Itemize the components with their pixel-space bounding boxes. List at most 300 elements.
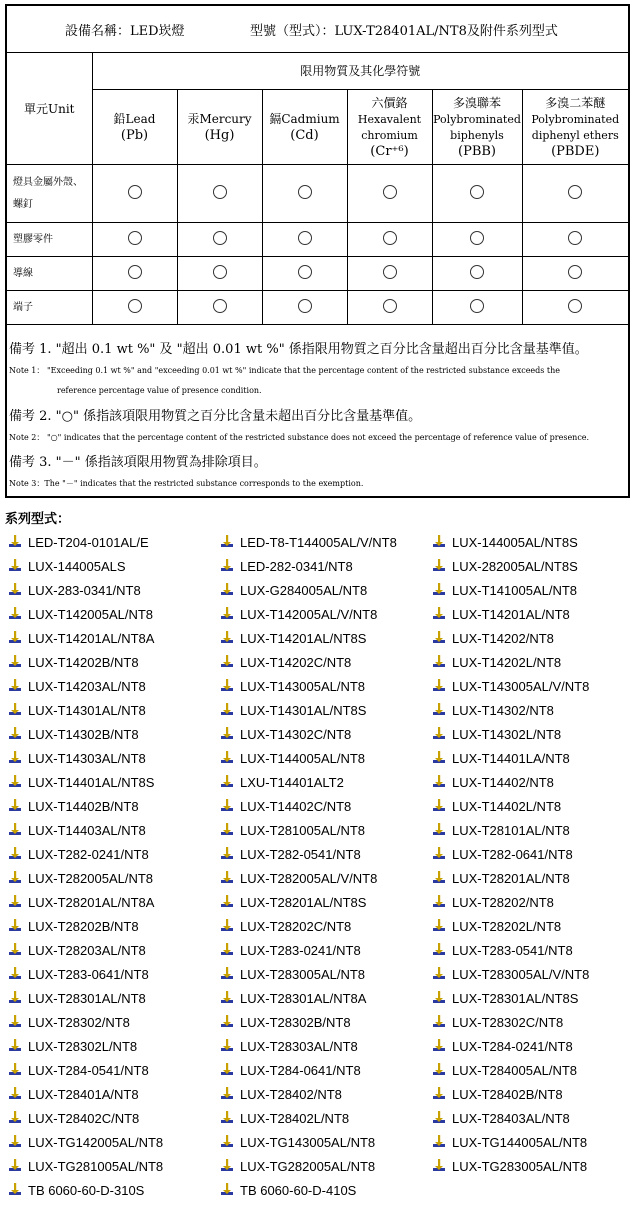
model-number-label: LUX-T14302L/NT8 [452,726,562,742]
down-arrow-icon [432,655,446,669]
model-list-item [220,890,432,914]
model-number-label: LUX-T14402B/NT8 [28,798,139,814]
model-list-item [8,1130,220,1154]
model-number-label: LUX-T142005AL/V/NT8 [240,606,378,622]
down-arrow-icon [432,631,446,645]
model-list-item [432,578,632,602]
down-arrow-icon [8,535,22,549]
part-label: 導線 [7,257,92,291]
down-arrow-icon [220,607,234,621]
down-arrow-icon [432,1015,446,1029]
model-list-item [220,626,432,650]
model-number-label: LUX-TG283005AL/NT8 [452,1158,588,1174]
model-list-item [432,818,632,842]
model-list-item [8,938,220,962]
down-arrow-icon [220,895,234,909]
model-list-item [220,818,432,842]
model-list-item [8,674,220,698]
down-arrow-icon [220,751,234,765]
down-arrow-icon [432,727,446,741]
down-arrow-icon [8,991,22,1005]
substance-header-mercury: 汞Mercury (Hg) [177,90,262,165]
down-arrow-icon [220,823,234,837]
note-1-zh: 備考 1. "超出 0.1 wt %" 及 "超出 0.01 wt %" 係指限用物質之百分比含量超出百分比含量基準值。 [9,342,588,357]
down-arrow-icon [220,703,234,717]
model-list-item [432,698,632,722]
model-list-item [8,746,220,770]
model-number-label: LUX-T14401AL/NT8S [28,774,155,790]
down-arrow-icon [8,607,22,621]
model-number-label: LUX-282005AL/NT8S [452,558,578,574]
down-arrow-icon [8,823,22,837]
model-list-item [432,962,632,986]
model-list-item [220,578,432,602]
model-list-item [8,530,220,554]
model-number-label: LUX-T284-0541/NT8 [28,1062,149,1078]
down-arrow-icon [432,871,446,885]
down-arrow-icon [220,799,234,813]
down-arrow-icon [432,919,446,933]
model-number-label: LUX-T14302/NT8 [452,702,554,718]
model-list-item [432,1034,632,1058]
model-number-label: LUX-T28202B/NT8 [28,918,139,934]
model-number-label: LUX-T143005AL/NT8 [240,678,366,694]
model-number-label: LUX-T143005AL/V/NT8 [452,678,590,694]
model-number-label: LUX-T28201AL/NT8 [452,870,570,886]
model-number-label: LUX-144005ALS [28,558,126,574]
down-arrow-icon [432,703,446,717]
model-number-label: LUX-T28301AL/NT8 [28,990,146,1006]
model-number-label: LUX-T14401LA/NT8 [452,750,570,766]
circle-mark [92,257,177,291]
model-list-item [220,770,432,794]
model-number-label: LUX-TG282005AL/NT8 [240,1158,376,1174]
model-list-item [8,1034,220,1058]
model-number-label: LED-T204-0101AL/E [28,534,149,550]
circle-mark [177,165,262,223]
unit-header: 單元Unit [7,52,92,165]
model-number-label: LUX-T28302B/NT8 [240,1014,351,1030]
down-arrow-icon [220,1063,234,1077]
model-list-item [432,842,632,866]
model-number-label: LUX-T282-0241/NT8 [28,846,149,862]
model-number-label: LUX-T28101AL/NT8 [452,822,570,838]
model-list-item [8,698,220,722]
model-number-label: LUX-T14202/NT8 [452,630,554,646]
down-arrow-icon [220,631,234,645]
down-arrow-icon [432,1159,446,1173]
model-number-label: TB 6060-60-D-310S [28,1182,145,1198]
model-number-label: LUX-T14201AL/NT8 [452,606,570,622]
down-arrow-icon [8,1111,22,1125]
circle-mark [92,165,177,223]
table-row [7,291,628,325]
model-number-label: LUX-T144005AL/NT8 [240,750,366,766]
model-number-label: LUX-T28402C/NT8 [28,1110,140,1126]
down-arrow-icon [220,1159,234,1173]
down-arrow-icon [432,1111,446,1125]
model-number-label: LUX-T283005AL/V/NT8 [452,966,590,982]
down-arrow-icon [8,583,22,597]
circle-mark [432,223,522,257]
model-number-label: LUX-T28401A/NT8 [28,1086,139,1102]
model-list-item [8,1154,220,1178]
down-arrow-icon [220,559,234,573]
model-list-item [432,722,632,746]
model-number-label: LUX-T282-0541/NT8 [240,846,361,862]
substance-header-pbde: 多溴二苯醚 Polybrominated diphenyl ethers (PBDE) [522,90,628,165]
model-list-item [8,818,220,842]
model-list-item [432,1130,632,1154]
model-number-label: LUX-T28202/NT8 [452,894,554,910]
down-arrow-icon [220,1015,234,1029]
down-arrow-icon [220,871,234,885]
down-arrow-icon [220,1087,234,1101]
circle-mark [347,223,432,257]
model-number-label: LUX-T282005AL/V/NT8 [240,870,378,886]
restricted-substances-header: 限用物質及其化學符號 [92,52,628,90]
model-list-item [220,746,432,770]
note-3-en: Note 3：The "－" indicates that the restricted substance corresponds to the exemption. [9,479,364,488]
down-arrow-icon [432,583,446,597]
model-number-label: LUX-T14202L/NT8 [452,654,562,670]
down-arrow-icon [220,919,234,933]
part-label: 燈具金屬外殼、螺釘 [7,165,92,223]
note-1-en-cont: reference percentage value of presence condition. [57,386,262,395]
model-number-label: LUX-T283-0241/NT8 [240,942,361,958]
circle-mark [262,223,347,257]
down-arrow-icon [220,1039,234,1053]
down-arrow-icon [432,799,446,813]
down-arrow-icon [432,1135,446,1149]
circle-mark [92,291,177,325]
model-list-item [220,530,432,554]
model-list-item [8,554,220,578]
down-arrow-icon [8,799,22,813]
model-number-label: LUX-T28303AL/NT8 [240,1038,358,1054]
note-2-zh: 備考 2. "○" 係指該項限用物質之百分比含量未超出百分比含量基準值。 [9,409,422,424]
part-label: 塑膠零件 [7,223,92,257]
model-number-label: LUX-T284-0641/NT8 [240,1062,361,1078]
model-number-label: LUX-T14403AL/NT8 [28,822,146,838]
model-list-item [220,650,432,674]
model-list-item [432,794,632,818]
down-arrow-icon [8,1015,22,1029]
model-list-item [220,1010,432,1034]
model-list-item [220,914,432,938]
hazardous-substance-declaration [5,4,630,498]
model-list-item [432,602,632,626]
model-list-item [220,962,432,986]
model-number-label: LUX-TG142005AL/NT8 [28,1134,164,1150]
down-arrow-icon [8,655,22,669]
model-list-item [8,794,220,818]
title-row [7,6,628,53]
model-list-item [432,1154,632,1178]
model-number-label: LUX-T28302L/NT8 [28,1038,138,1054]
substance-header-cadmium: 鎘Cadmium (Cd) [262,90,347,165]
circle-mark [522,291,628,325]
model-list-item [8,866,220,890]
down-arrow-icon [432,991,446,1005]
notes-section [7,332,628,489]
model-number-label: LED-T8-T144005AL/V/NT8 [240,534,397,550]
down-arrow-icon [432,751,446,765]
down-arrow-icon [8,703,22,717]
model-number-label: LUX-T28402L/NT8 [240,1110,350,1126]
model-number-label: LUX-T28301AL/NT8S [452,990,579,1006]
model-list-item [220,1034,432,1058]
down-arrow-icon [432,895,446,909]
down-arrow-icon [220,1183,234,1197]
model-list-item [432,770,632,794]
model-list-item [432,650,632,674]
model-number-label: LUX-144005AL/NT8S [452,534,578,550]
model-number-label: LUX-T28202C/NT8 [240,918,352,934]
model-number-label: LUX-T28302/NT8 [28,1014,130,1030]
model-list-item [220,674,432,698]
model-list-item [220,602,432,626]
circle-mark [522,257,628,291]
model-number-label: LUX-T141005AL/NT8 [452,582,578,598]
model-list-item [8,602,220,626]
model-list-item [432,746,632,770]
circle-mark [347,291,432,325]
model-number-label: LUX-T14302B/NT8 [28,726,139,742]
model-number-label: LUX-T14301AL/NT8S [240,702,367,718]
model-list-item [432,530,632,554]
model-list-item [220,722,432,746]
substance-header-lead: 鉛Lead (Pb) [92,90,177,165]
model-number-label: LUX-T284005AL/NT8 [452,1062,578,1078]
model-list-item [8,986,220,1010]
model-number-label: LUX-T14201AL/NT8A [28,630,155,646]
circle-mark [432,291,522,325]
model-list-item [8,962,220,986]
model-number-label: LUX-T283-0541/NT8 [452,942,573,958]
down-arrow-icon [8,847,22,861]
down-arrow-icon [432,1039,446,1053]
table-row [7,223,628,257]
model-list-item [432,1106,632,1130]
model-number-label: LUX-T28203AL/NT8 [28,942,146,958]
model-list-item [432,554,632,578]
substance-table [7,52,628,325]
model-number-label: LUX-T14402C/NT8 [240,798,352,814]
model-list-item [8,842,220,866]
model-number-label: LUX-T14402L/NT8 [452,798,562,814]
model-number-label: LUX-TG281005AL/NT8 [28,1158,164,1174]
down-arrow-icon [8,1159,22,1173]
note-3-zh: 備考 3. "－" 係指該項限用物質為排除項目。 [9,455,267,470]
model-number-label: LUX-T28301AL/NT8A [240,990,367,1006]
down-arrow-icon [220,1111,234,1125]
model-number-label: LUX-T28402B/NT8 [452,1086,563,1102]
model-number-label: LUX-T28402/NT8 [240,1086,342,1102]
model-number-label: LUX-T28202L/NT8 [452,918,562,934]
circle-mark [177,223,262,257]
substance-header-pbb: 多溴聯苯 Polybrominated biphenyls (PBB) [432,90,522,165]
model-number-label: LUX-283-0341/NT8 [28,582,141,598]
model-list-item [220,986,432,1010]
model-number-label: LUX-T14303AL/NT8 [28,750,146,766]
model-list-item [220,794,432,818]
note-2-en: Note 2： "○" indicates that the percentage content of the restricted substance does not exceed the percentage of reference value of presence. [9,433,590,442]
circle-mark [522,223,628,257]
circle-mark [262,291,347,325]
model-number-label: LUX-T14301AL/NT8 [28,702,146,718]
down-arrow-icon [432,679,446,693]
down-arrow-icon [432,607,446,621]
model-list-item [8,914,220,938]
down-arrow-icon [8,967,22,981]
down-arrow-icon [432,775,446,789]
model-list-item [8,1058,220,1082]
down-arrow-icon [8,559,22,573]
model-number-label: LUX-T281005AL/NT8 [240,822,366,838]
model-number-label: LUX-T14203AL/NT8 [28,678,146,694]
model-list-item [432,1058,632,1082]
model-list-item [432,890,632,914]
model-list-item [220,866,432,890]
model-number-label: LUX-T14202C/NT8 [240,654,352,670]
down-arrow-icon [432,1063,446,1077]
table-row [7,257,628,291]
down-arrow-icon [432,1087,446,1101]
model-number-label: LUX-T282005AL/NT8 [28,870,154,886]
series-title: 系列型式： [5,512,71,527]
down-arrow-icon [8,1087,22,1101]
down-arrow-icon [8,631,22,645]
model-list-item [220,554,432,578]
down-arrow-icon [8,1183,22,1197]
circle-mark [432,165,522,223]
model-number-label: LUX-T14201AL/NT8S [240,630,367,646]
down-arrow-icon [8,1063,22,1077]
down-arrow-icon [220,775,234,789]
model-list-item [8,1010,220,1034]
model-list-item [220,842,432,866]
down-arrow-icon [8,895,22,909]
model-list-item [8,722,220,746]
circle-mark [262,165,347,223]
down-arrow-icon [8,775,22,789]
model-number-label: LUX-T28403AL/NT8 [452,1110,570,1126]
down-arrow-icon [220,943,234,957]
part-label: 端子 [7,291,92,325]
model-list-item [432,938,632,962]
down-arrow-icon [8,727,22,741]
circle-mark [262,257,347,291]
model-list-item [432,1082,632,1106]
down-arrow-icon [220,991,234,1005]
model-number-label: LUX-G284005AL/NT8 [240,582,368,598]
down-arrow-icon [220,1135,234,1149]
model-list-item [220,938,432,962]
down-arrow-icon [220,967,234,981]
model-number-label: LUX-TG143005AL/NT8 [240,1134,376,1150]
down-arrow-icon [8,871,22,885]
down-arrow-icon [432,559,446,573]
model-number-label: LUX-T28201AL/NT8S [240,894,367,910]
model-list-item [8,626,220,650]
model-number-label: LUX-T14202B/NT8 [28,654,139,670]
model-list-item [220,1058,432,1082]
model-number-label: LUX-T28302C/NT8 [452,1014,564,1030]
down-arrow-icon [220,727,234,741]
note-1-en: Note 1： "Exceeding 0.1 wt %" and "exceeding 0.01 wt %" indicate that the percentage content of the restricted substance exceeds the [9,366,561,375]
model-list-item [220,1106,432,1130]
down-arrow-icon [432,967,446,981]
model-number-label: LUX-T14302C/NT8 [240,726,352,742]
model-list-item [432,626,632,650]
model-list-item [8,1106,220,1130]
model-list-item [220,1082,432,1106]
model-number-label: TB 6060-60-D-410S [240,1182,357,1198]
circle-mark [92,223,177,257]
down-arrow-icon [8,943,22,957]
model-number: 型號（型式）：LUX-T28401AL/NT8及附件系列型式 [250,24,558,39]
down-arrow-icon [8,679,22,693]
model-number-label: LUX-T14402/NT8 [452,774,554,790]
substance-header-hexavalent-chromium: 六價鉻 Hexavalent chromium (Cr⁺⁶) [347,90,432,165]
model-list-item [220,1178,432,1202]
model-list-item [8,650,220,674]
model-number-label: LUX-TG144005AL/NT8 [452,1134,588,1150]
model-list-item [220,1154,432,1178]
circle-mark [177,257,262,291]
equipment-name: 設備名稱：LED崁燈 [65,24,185,39]
down-arrow-icon [8,1039,22,1053]
down-arrow-icon [220,535,234,549]
model-list-item [432,674,632,698]
down-arrow-icon [8,919,22,933]
circle-mark [432,257,522,291]
model-number-label: LUX-T282-0641/NT8 [452,846,573,862]
down-arrow-icon [432,847,446,861]
model-number-label: LUX-T284-0241/NT8 [452,1038,573,1054]
model-list-item [432,866,632,890]
down-arrow-icon [220,679,234,693]
model-list-item [432,914,632,938]
model-list-item [220,698,432,722]
model-list-item [432,986,632,1010]
model-list-item [432,1010,632,1034]
down-arrow-icon [8,751,22,765]
model-list [8,530,632,1202]
down-arrow-icon [432,823,446,837]
model-list-item [8,1178,220,1202]
down-arrow-icon [8,1135,22,1149]
circle-mark [347,165,432,223]
table-row [7,165,628,223]
down-arrow-icon [432,535,446,549]
circle-mark [347,257,432,291]
model-list-item [8,770,220,794]
circle-mark [177,291,262,325]
model-number-label: LUX-T283005AL/NT8 [240,966,366,982]
down-arrow-icon [220,583,234,597]
down-arrow-icon [220,655,234,669]
model-number-label: LUX-T28201AL/NT8A [28,894,155,910]
model-number-label: LXU-T14401ALT2 [240,774,344,790]
down-arrow-icon [432,943,446,957]
down-arrow-icon [220,847,234,861]
model-list-item [220,1130,432,1154]
model-list-item [8,890,220,914]
model-list-item [8,578,220,602]
model-number-label: LED-282-0341/NT8 [240,558,353,574]
